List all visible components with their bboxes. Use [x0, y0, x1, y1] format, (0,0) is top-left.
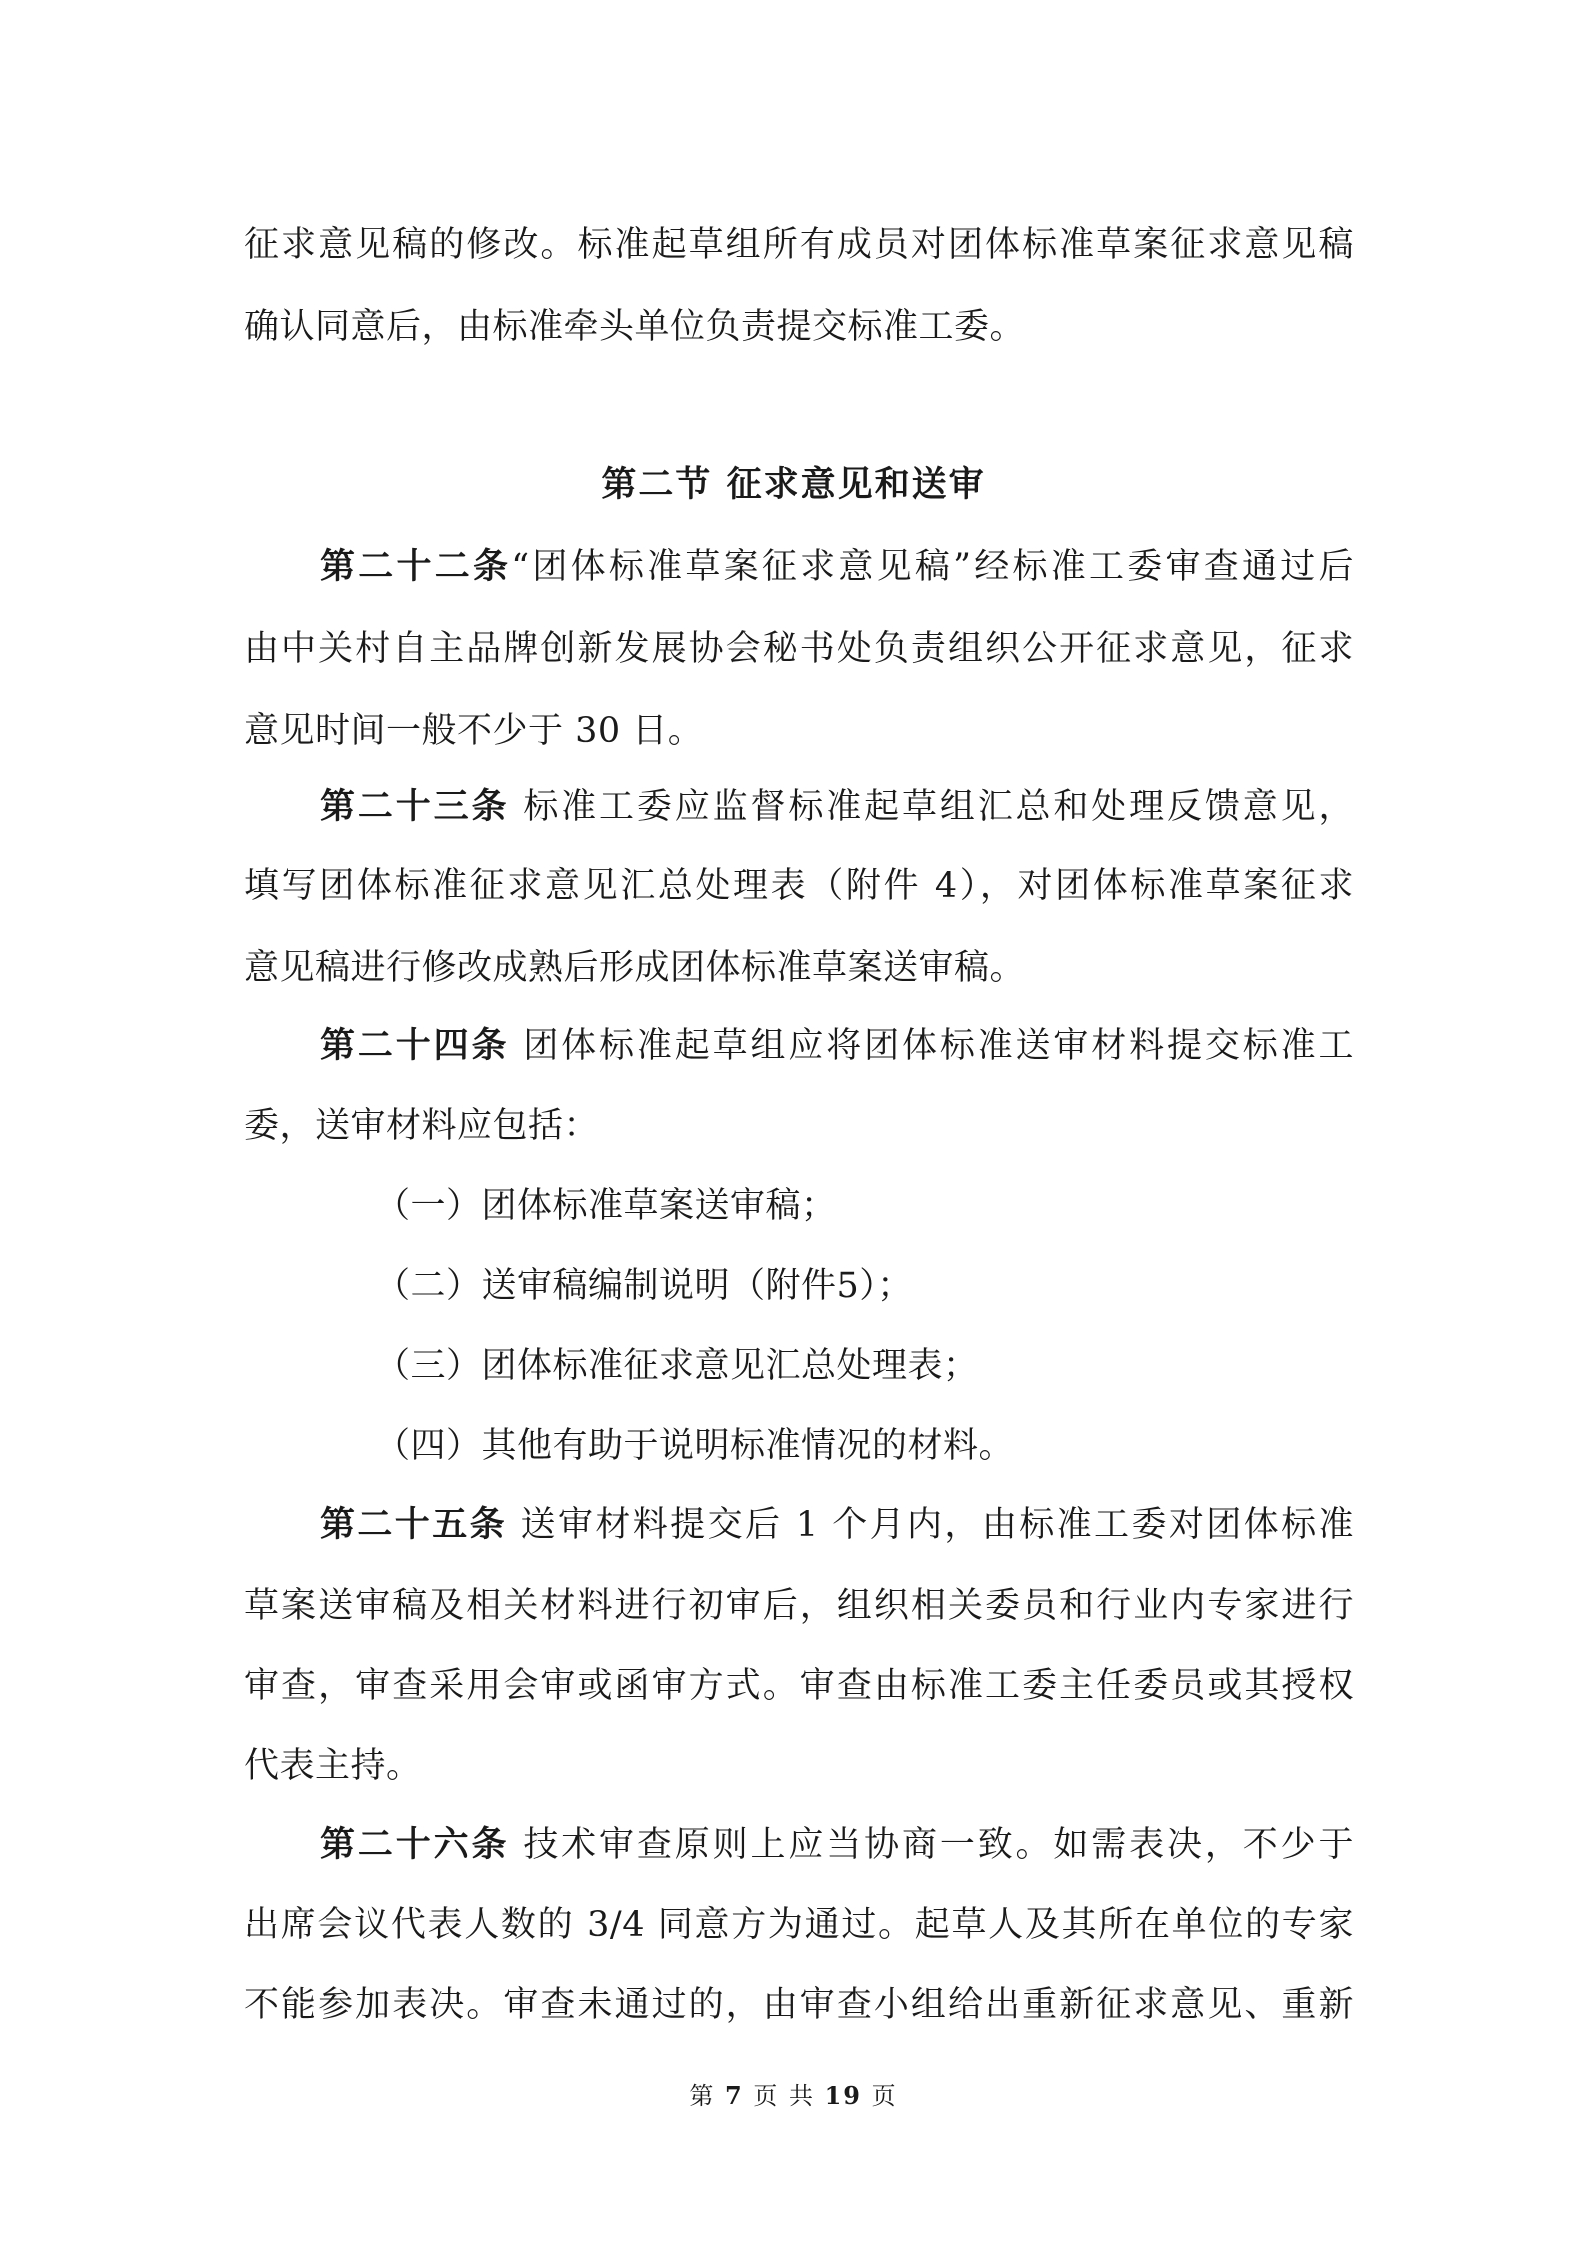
- article-23-title: 第二十三条: [320, 786, 510, 827]
- article-25-line-1: 第二十五条 送审材料提交后 1 个月内，由标准工委对团体标准: [320, 1504, 1354, 1545]
- current-page-number: 7: [724, 2081, 744, 2110]
- article-25-line-3: 审查，审查采用会审或函审方式。审查由标准工委主任委员或其授权: [244, 1666, 1354, 1706]
- article-22-line-3: 意见时间一般不少于 30 日。: [244, 711, 704, 751]
- article-26-title: 第二十六条: [320, 1824, 510, 1865]
- intro-line-1: 征求意见稿的修改。标准起草组所有成员对团体标准草案征求意见稿: [244, 225, 1354, 265]
- article-26-line-3: 不能参加表决。审查未通过的，由审查小组给出重新征求意见、重新: [244, 1985, 1354, 2025]
- section-heading: 第二节 征求意见和送审: [601, 464, 986, 505]
- list-item: （一）团体标准草案送审稿；: [375, 1186, 837, 1226]
- list-item: （四）其他有助于说明标准情况的材料。: [375, 1426, 1015, 1466]
- article-22-line-1: 第二十二条“团体标准草案征求意见稿”经标准工委审查通过后: [320, 546, 1354, 587]
- list-item: （二）送审稿编制说明（附件5）；: [375, 1266, 913, 1306]
- article-26-line-1: 第二十六条 技术审查原则上应当协商一致。如需表决，不少于: [320, 1824, 1354, 1865]
- list-item: （三）团体标准征求意见汇总处理表；: [375, 1346, 979, 1386]
- article-23-line-1: 第二十三条 标准工委应监督标准起草组汇总和处理反馈意见，: [320, 786, 1354, 827]
- article-25-title: 第二十五条: [320, 1504, 508, 1545]
- article-25-line-2: 草案送审稿及相关材料进行初审后，组织相关委员和行业内专家进行: [244, 1586, 1354, 1626]
- article-24-line-2: 委，送审材料应包括：: [244, 1106, 600, 1146]
- total-pages-number: 19: [824, 2081, 863, 2110]
- article-24-title: 第二十四条: [320, 1025, 510, 1066]
- article-26-line-2: 出席会议代表人数的 3/4 同意方为通过。起草人及其所在单位的专家: [244, 1905, 1354, 1945]
- article-22-title: 第二十二条: [320, 546, 512, 587]
- article-22-line-2: 由中关村自主品牌创新发展协会秘书处负责组织公开征求意见，征求: [244, 629, 1354, 669]
- intro-line-2: 确认同意后，由标准牵头单位负责提交标准工委。: [244, 307, 1026, 347]
- page-footer: 第 7 页 共 19 页: [689, 2081, 898, 2110]
- article-24-line-1: 第二十四条 团体标准起草组应将团体标准送审材料提交标准工: [320, 1025, 1354, 1066]
- article-25-line-4: 代表主持。: [244, 1746, 422, 1786]
- article-23-line-3: 意见稿进行修改成熟后形成团体标准草案送审稿。: [244, 948, 1026, 988]
- article-23-line-2: 填写团体标准征求意见汇总处理表（附件 4），对团体标准草案征求: [244, 866, 1354, 906]
